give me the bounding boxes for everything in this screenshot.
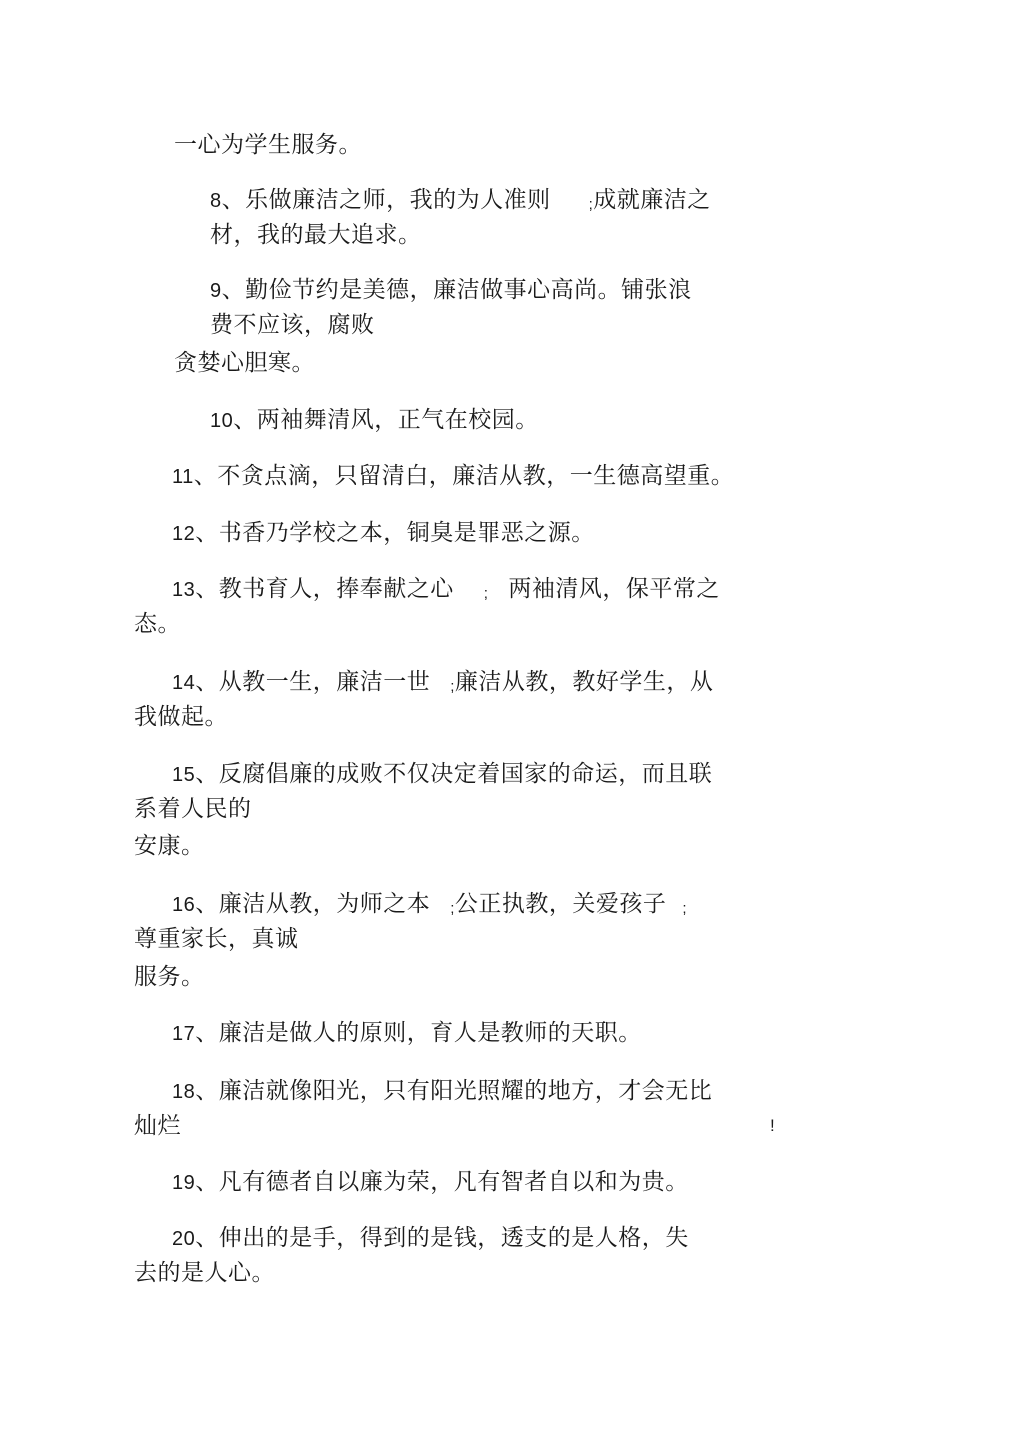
line-text: 灿烂 (134, 1113, 181, 1139)
line-text: 我做起。 (134, 704, 228, 730)
text-line (134, 922, 299, 956)
text-line (134, 607, 181, 641)
exclamation-mark (770, 1109, 775, 1143)
text-line (174, 346, 315, 380)
line-text: 、廉洁就像阳光，只有阳光照耀的地方，才会无比 (195, 1078, 713, 1104)
list-item-14 (172, 665, 713, 702)
line-text: 、伸出的是手，得到的是钱，透支的是人格，失 (195, 1225, 689, 1251)
line-text: 、廉洁是做人的原则，育人是教师的天职。 (195, 1020, 642, 1046)
semicolon: ; (588, 196, 594, 213)
line-text: ! (770, 1116, 776, 1135)
semicolon: ; (682, 900, 688, 917)
line-text: 材，我的最大追求。 (210, 222, 422, 248)
line-text: 廉洁从教，教好学生，从 (454, 669, 714, 695)
semicolon: ; (450, 900, 455, 917)
line-text: 、两袖舞清风，正气在校园。 (233, 407, 539, 433)
line-text: 、从教一生，廉洁一世 (195, 669, 431, 695)
item-number: 9 (210, 280, 222, 302)
list-item-13 (172, 572, 720, 609)
text-line (134, 700, 228, 734)
item-number: 13 (172, 579, 196, 601)
semicolon: ; (450, 678, 455, 695)
item-number: 11 (172, 466, 194, 488)
text-line (134, 960, 205, 994)
line-text: 系着人民的 (134, 796, 252, 822)
line-text: 去的是人心。 (134, 1260, 275, 1286)
line-text: 安康。 (134, 833, 205, 859)
item-number: 16 (172, 894, 196, 916)
line-text: 、廉洁从教，为师之本 (195, 891, 431, 917)
list-item-12 (172, 516, 595, 551)
line-text: 贪婪心胆寒。 (174, 350, 315, 376)
line-text: 尊重家长，真诚 (134, 926, 299, 952)
item-number: 12 (172, 523, 196, 545)
item-number: 10 (210, 410, 234, 432)
line-text: 、教书育人，捧奉献之心 (195, 576, 454, 602)
text-line (134, 792, 252, 826)
item-number: 20 (172, 1228, 196, 1250)
line-text: 费不应该，腐败 (210, 312, 375, 338)
item-number: 8 (210, 190, 222, 212)
list-item-15 (172, 757, 712, 792)
line-text: 、乐做廉洁之师，我的为人准则 (221, 187, 551, 213)
text-line (210, 308, 375, 342)
semicolon: ; (483, 585, 489, 602)
line-text: 成就廉洁之 (593, 187, 711, 213)
text-line (134, 1256, 275, 1290)
list-item-20 (172, 1221, 689, 1256)
text-line (210, 218, 422, 252)
line-text: 态。 (134, 611, 181, 637)
list-item-11 (172, 459, 734, 494)
list-item-8 (210, 183, 711, 220)
line-text: 服务。 (134, 964, 205, 990)
list-item-16 (172, 887, 687, 924)
line-text: 、不贪点滴，只留清白，廉洁从教，一生德高望重。 (193, 463, 735, 489)
item-number: 19 (172, 1172, 196, 1194)
text-line (134, 1109, 181, 1143)
list-item-18 (172, 1074, 712, 1109)
list-item-17 (172, 1016, 642, 1051)
text-line (174, 128, 362, 162)
line-text: 、凡有德者自以廉为荣，凡有智者自以和为贵。 (195, 1169, 689, 1195)
line-text: 一心为学生服务。 (174, 132, 362, 158)
item-number: 14 (172, 672, 196, 694)
list-item-19 (172, 1165, 689, 1200)
list-item-9 (210, 273, 692, 308)
item-number: 17 (172, 1023, 196, 1045)
line-text: 、反腐倡廉的成败不仅决定着国家的命运，而且联 (195, 761, 713, 787)
list-item-10 (210, 403, 539, 438)
text-line (134, 829, 205, 863)
line-text: 公正执教，关爱孩子 (454, 891, 667, 917)
item-number: 15 (172, 764, 196, 786)
line-text: 、勤俭节约是美德，廉洁做事心高尚。铺张浪 (221, 277, 692, 303)
item-number: 18 (172, 1081, 196, 1103)
line-text: 两袖清风，保平常之 (508, 576, 720, 602)
line-text: 、书香乃学校之本，铜臭是罪恶之源。 (195, 520, 595, 546)
